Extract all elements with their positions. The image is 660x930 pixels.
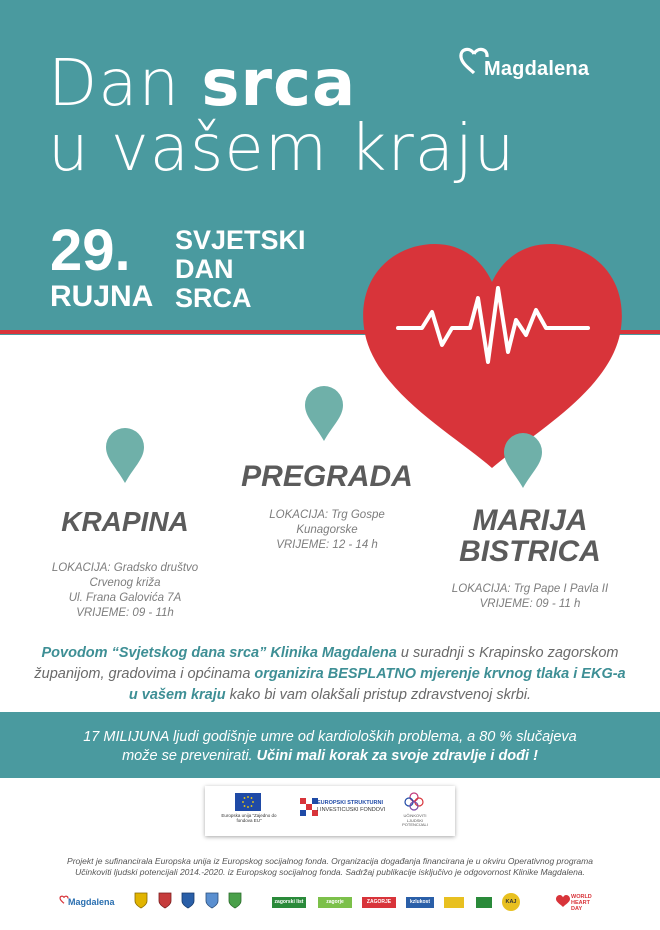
footer-sponsor-logo: KAJ [502,893,520,911]
city-marija-bistrica: MARIJA BISTRICA [459,504,601,568]
logo-text: Magdalena [484,58,590,80]
intro-paragraph: Povodom “Svjetskog dana srca” Klinika Magdalena u suradnji s Krapinsko zagorskom županijom, gradovima i općinama organizira BESPLATNO mjerenje krvnog tlaka i EKG-a u vašem kraju kako bi vam olakšali pristup zdravstvenoj skrbi. [34,645,626,703]
location-info-marija-bistrica: LOKACIJA: Trg Pape I Pavla II VRIJEME: 09 - 11 h [451,583,609,610]
disclaimer-text: Projekt je sufinancirala Europska unija iz Europskog socijalnog fonda. Organizacija događanja financirana je u okviru Operativnog programa Učinkoviti ljudski potencijali 2014.-2020. iz Europskog socijalnog fonda. Sadržaj publikacije isključivo je odgovornost Klinike Magdalena. [67,856,593,877]
flower-logo-icon [403,791,425,813]
footer-sponsor-logo: zagorski list [272,897,306,908]
location-info-pregrada: LOKACIJA: Trg Gospe Kunagorske VRIJEME: 12 - 14 h [269,509,385,551]
city-krapina: KRAPINA [61,506,189,537]
heart-ekg-icon [360,240,625,470]
eu-flag-icon [235,793,261,811]
magdalena-logo [454,42,619,82]
eu-funding-logos [205,786,455,836]
location-pin-icon [104,425,146,485]
footer-sponsor-logo: zagorje [318,897,352,908]
fund-text: EUROPSKI STRUKTURNI I INVESTICIJSKI FONDOVI [317,800,386,813]
eu-caption: Europska unija "Zajedno do fondova EU" [221,813,277,823]
city-pregrada: PREGRADA [241,460,413,493]
croatia-checker-icon [300,798,318,816]
coat-of-arms-icon [181,892,195,909]
poster-subtitle: u vašem kraju [48,112,516,186]
footer-magdalena-logo: Magdalena [58,892,118,910]
footer-sponsor-logo [444,897,464,908]
coat-of-arms-icon [158,892,172,909]
poster-title: Dan srca [48,47,357,121]
coat-of-arms-icon [134,892,148,909]
date-day: 29. [50,218,131,283]
footer-sponsor-logo [476,897,492,908]
flower-caption: UČINKOVITI LJUDSKI POTENCIJALI [402,813,428,827]
location-pin-icon [303,383,345,443]
coat-of-arms-icon [205,892,219,909]
event-name: SVJETSKI DAN SRCA [175,225,306,313]
callout-text: 17 MILIJUNA ljudi godišnje umre od kardioloških problema, a 80 % slučajeva može se prevenirati. Učini mali korak za svoje zdravlje i dođi ! [83,729,577,764]
location-info-krapina: LOKACIJA: Gradsko društvo Crvenog križa Ul. Frana Galovića 7A VRIJEME: 09 - 11h [51,562,199,619]
footer-sponsor-logo: ZAGORJE [362,897,396,908]
world-heart-day-logo: WORLD HEART DAY [556,893,616,911]
heart-icon [556,895,570,908]
footer-sponsor-logo: kzlukost [406,897,434,908]
date-month: RUJNA [50,280,154,313]
coat-of-arms-icon [228,892,242,909]
location-pin-icon [502,430,544,490]
